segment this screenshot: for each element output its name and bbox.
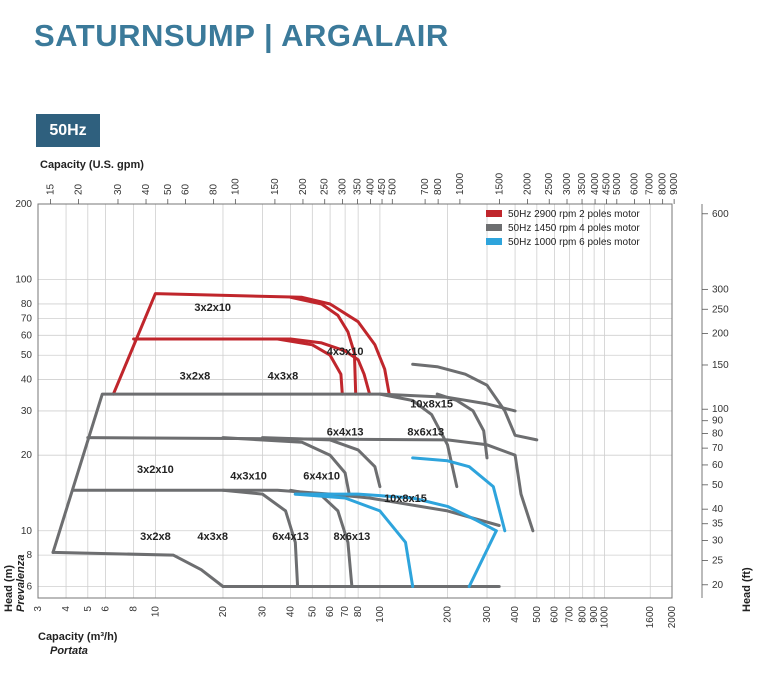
curve-label: 4x3x10 (326, 346, 364, 359)
left-tick-label: 80 (20, 298, 32, 310)
left-tick-label: 50 (20, 350, 32, 362)
left-tick-label: 10 (20, 525, 32, 537)
series-line-2900rpm (113, 294, 389, 395)
left-tick-label: 6 (26, 581, 32, 593)
series-line-1450rpm (53, 552, 223, 586)
right-tick-label: 200 (712, 328, 729, 340)
series-line-1450rpm (73, 490, 499, 525)
top-tick-label: 40 (141, 183, 153, 195)
bottom-tick-label: 900 (589, 606, 601, 623)
top-tick-label: 9000 (669, 172, 681, 195)
bottom-axis-title: Capacity (m³/h) (38, 631, 118, 643)
legend-swatch (486, 224, 502, 231)
legend (486, 209, 640, 248)
left-tick-label: 200 (15, 199, 32, 210)
bottom-tick-label: 5 (82, 606, 94, 612)
top-tick-label: 6000 (629, 172, 641, 195)
right-tick-label: 20 (712, 579, 724, 591)
curve-label: 4x3x8 (267, 370, 299, 383)
right-tick-label: 100 (712, 404, 729, 416)
legend-label: 50Hz 1000 rpm 6 poles motor (508, 237, 640, 248)
left-tick-label: 8 (26, 550, 32, 562)
right-tick-label: 25 (712, 555, 724, 567)
right-tick-label: 60 (712, 459, 724, 471)
bottom-tick-label: 6 (100, 606, 112, 612)
top-tick-label: 500 (387, 178, 399, 195)
right-tick-label: 70 (712, 443, 724, 455)
curve-label: 3x2x8 (179, 370, 211, 383)
top-tick-label: 4000 (590, 172, 602, 195)
bottom-tick-label: 50 (307, 606, 319, 618)
top-tick-label: 150 (269, 178, 281, 195)
top-tick-label: 15 (45, 183, 57, 195)
curve-label: 4x3x8 (197, 530, 229, 543)
top-tick-label: 7000 (644, 172, 656, 195)
bottom-tick-label: 300 (482, 606, 494, 623)
bottom-tick-label: 40 (285, 606, 297, 618)
top-tick-label: 50 (162, 183, 174, 195)
bottom-tick-label: 1600 (645, 606, 657, 629)
left-tick-label: 100 (15, 274, 32, 286)
bottom-tick-label: 400 (510, 606, 522, 623)
legend-swatch (486, 210, 502, 217)
top-tick-label: 350 (352, 178, 364, 195)
left-tick-label: 30 (20, 405, 32, 417)
top-tick-label: 450 (377, 178, 389, 195)
top-tick-label: 3500 (577, 172, 589, 195)
top-tick-label: 700 (420, 178, 432, 195)
top-tick-label: 2000 (522, 172, 534, 195)
curve-label: 6x4x13 (272, 530, 309, 543)
curve-label: 10x8x15 (410, 398, 454, 411)
bottom-tick-label: 100 (374, 606, 386, 623)
bottom-tick-label: 700 (564, 606, 576, 623)
curve-label: 3x2x8 (140, 530, 171, 543)
right-tick-label: 150 (712, 359, 729, 371)
series-line-1000rpm (469, 531, 496, 587)
curve-label: 8x6x13 (333, 530, 371, 543)
bottom-tick-label: 800 (577, 606, 589, 623)
right-tick-label: 90 (712, 415, 724, 427)
left-tick-label: 20 (20, 450, 32, 462)
curve-label: 6x4x13 (326, 426, 364, 439)
top-tick-label: 100 (230, 178, 242, 195)
right-tick-label: 30 (712, 535, 724, 547)
left-axis-subtitle: Prevalenza (15, 554, 27, 612)
top-tick-label: 400 (365, 178, 377, 195)
bottom-tick-label: 600 (549, 606, 561, 623)
bottom-tick-label: 1000 (599, 606, 611, 629)
left-tick-label: 40 (20, 374, 32, 386)
series-line-1450rpm (53, 394, 515, 552)
curve-label: 4x3x10 (230, 470, 267, 483)
bottom-tick-label: 3 (33, 606, 44, 612)
top-tick-label: 1500 (494, 172, 506, 195)
right-tick-label: 35 (712, 518, 724, 530)
right-tick-label: 80 (712, 428, 724, 440)
left-tick-label: 70 (20, 313, 32, 325)
top-tick-label: 30 (112, 183, 124, 195)
top-tick-label: 3000 (562, 172, 574, 195)
bottom-tick-label: 30 (257, 606, 269, 618)
right-tick-label: 50 (712, 479, 724, 491)
frequency-badge: 50Hz (36, 114, 100, 147)
bottom-tick-label: 500 (531, 606, 543, 623)
right-tick-label: 300 (712, 284, 729, 296)
top-tick-label: 5000 (611, 172, 623, 195)
curve-label: 10x8x15 (384, 493, 427, 506)
curve-label: 3x2x10 (137, 463, 174, 476)
curve-label: 6x4x10 (303, 470, 340, 483)
bottom-tick-label: 60 (325, 606, 337, 618)
brand-title: SATURNSUMP | ARGALAIR (34, 18, 449, 53)
bottom-axis-subtitle: Portata (50, 645, 88, 657)
right-axis-title: Head (ft) (741, 567, 753, 612)
bottom-tick-label: 2000 (667, 606, 678, 629)
bottom-tick-label: 70 (340, 606, 352, 618)
top-tick-label: 4500 (601, 172, 613, 195)
legend-label: 50Hz 1450 rpm 4 poles motor (508, 223, 640, 234)
bottom-tick-label: 80 (353, 606, 365, 618)
top-tick-label: 800 (433, 178, 445, 195)
top-tick-label: 1000 (454, 172, 466, 195)
top-tick-label: 2500 (544, 172, 556, 195)
curve-label: 8x6x13 (407, 426, 445, 439)
legend-label: 50Hz 2900 rpm 2 poles motor (508, 209, 640, 220)
left-tick-label: 60 (20, 330, 32, 342)
right-tick-label: 250 (712, 304, 729, 316)
right-tick-label: 40 (712, 504, 724, 516)
top-tick-label: 60 (180, 183, 192, 195)
legend-swatch (486, 238, 502, 245)
right-tick-label: 600 (712, 208, 729, 220)
top-tick-label: 200 (297, 178, 309, 195)
bottom-tick-label: 20 (217, 606, 229, 618)
bottom-tick-label: 10 (150, 606, 162, 618)
top-tick-label: 300 (337, 178, 349, 195)
bottom-tick-label: 8 (128, 606, 140, 612)
top-tick-label: 20 (73, 183, 85, 195)
top-axis-title: Capacity (U.S. gpm) (40, 159, 144, 171)
bottom-tick-label: 4 (61, 606, 73, 612)
curve-label: 3x2x10 (194, 301, 232, 314)
top-tick-label: 8000 (657, 172, 669, 195)
top-tick-label: 80 (208, 183, 220, 195)
bottom-tick-label: 200 (442, 606, 454, 623)
top-tick-label: 250 (319, 178, 331, 195)
left-axis-title: Head (m) (3, 564, 15, 612)
